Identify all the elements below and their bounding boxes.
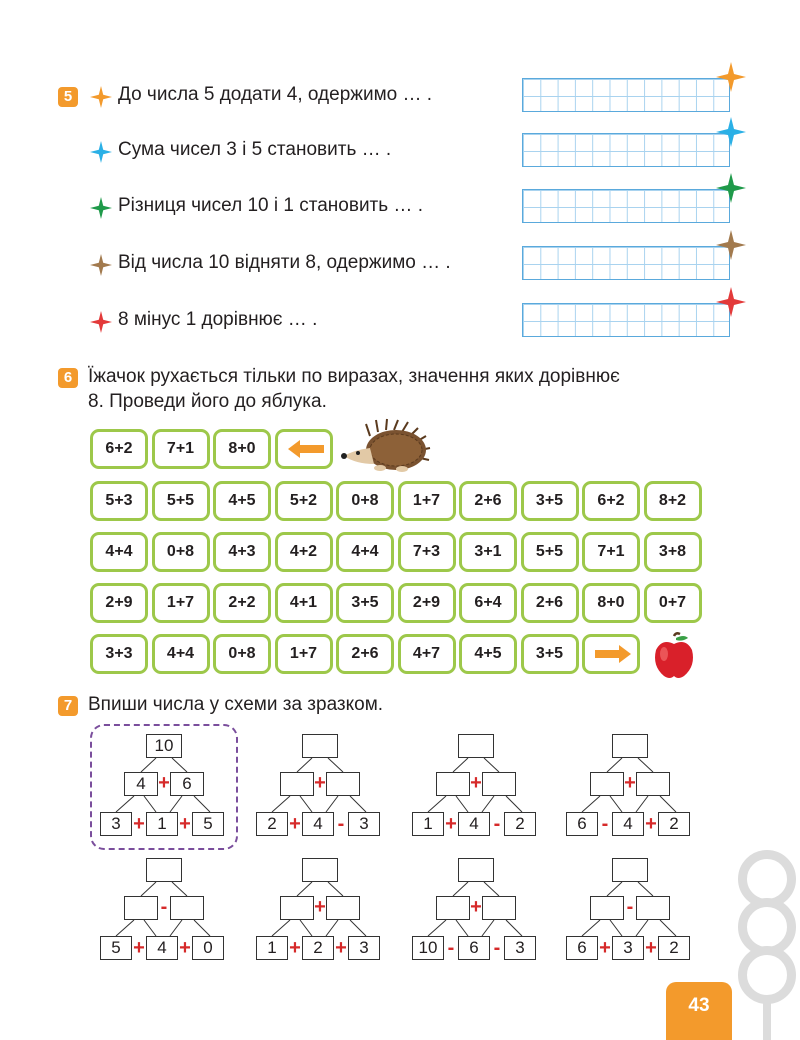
maze-cell[interactable]: 2+6 [459, 481, 517, 521]
maze-cell[interactable]: 4+2 [275, 532, 333, 572]
maze-cell[interactable]: 8+0 [582, 583, 640, 623]
maze-cell[interactable]: 5+3 [90, 481, 148, 521]
scheme-operator: + [624, 772, 636, 794]
answer-grid[interactable] [522, 246, 730, 280]
star-icon [716, 62, 746, 92]
maze-cell[interactable]: 1+7 [152, 583, 210, 623]
maze-cell[interactable]: 6+2 [90, 429, 148, 469]
scheme-top-box[interactable] [612, 858, 648, 882]
scheme-operator: - [626, 896, 634, 918]
scheme-bottom-box[interactable]: 5 [192, 812, 224, 836]
scheme-bottom-box[interactable]: 1 [146, 812, 178, 836]
scheme-mid-box[interactable] [280, 772, 314, 796]
star-icon [716, 117, 746, 147]
maze-cell[interactable]: 2+2 [213, 583, 271, 623]
star-icon [90, 86, 112, 108]
margin-bar [763, 1000, 771, 1040]
scheme-mid-box[interactable] [280, 896, 314, 920]
scheme-mid-box[interactable]: 4 [124, 772, 158, 796]
scheme-bottom-box[interactable]: 3 [348, 936, 380, 960]
scheme-bottom-box[interactable]: 2 [504, 812, 536, 836]
scheme-mid-box[interactable] [482, 896, 516, 920]
scheme-top-box[interactable] [146, 858, 182, 882]
scheme-mid-box[interactable]: 6 [170, 772, 204, 796]
scheme-mid-box[interactable] [636, 772, 670, 796]
scheme-bottom-box[interactable]: 2 [302, 936, 334, 960]
task-6-text-line2: 8. Проведи його до яблука. [88, 391, 327, 412]
maze-cell[interactable]: 2+9 [398, 583, 456, 623]
scheme-operator: - [493, 813, 501, 835]
task-5-number: 5 [58, 87, 78, 107]
scheme-operator: + [314, 896, 326, 918]
task-5-item: Від числа 10 відняти 8, одержимо … . [118, 252, 451, 273]
scheme-bottom-box[interactable]: 3 [348, 812, 380, 836]
maze-cell[interactable]: 6+2 [582, 481, 640, 521]
page-number: 43 [666, 982, 732, 1040]
scheme-top-box[interactable] [458, 858, 494, 882]
scheme-operator: + [445, 813, 457, 835]
hedgehog-icon [340, 418, 432, 474]
maze-cell[interactable]: 3+1 [459, 532, 517, 572]
maze-cell[interactable]: 1+7 [398, 481, 456, 521]
answer-grid[interactable] [522, 78, 730, 112]
task-5-item: До числа 5 додати 4, одержимо … . [118, 84, 433, 105]
scheme-mid-box[interactable] [636, 896, 670, 920]
maze-cell[interactable]: 3+5 [521, 634, 579, 674]
scheme-mid-box[interactable] [326, 772, 360, 796]
scheme-operator: + [599, 937, 611, 959]
scheme-operator: + [470, 772, 482, 794]
maze-cell[interactable]: 4+3 [213, 532, 271, 572]
star-icon [90, 254, 112, 276]
scheme-bottom-box[interactable]: 1 [412, 812, 444, 836]
scheme-top-box[interactable]: 10 [146, 734, 182, 758]
maze-cell[interactable]: 4+5 [459, 634, 517, 674]
maze-cell[interactable]: 5+5 [152, 481, 210, 521]
scheme-bottom-box[interactable]: 10 [412, 936, 444, 960]
scheme-top-box[interactable] [612, 734, 648, 758]
scheme-mid-box[interactable] [124, 896, 158, 920]
scheme-bottom-box[interactable]: 1 [256, 936, 288, 960]
star-icon [716, 287, 746, 317]
scheme-mid-box[interactable] [482, 772, 516, 796]
answer-grid[interactable] [522, 189, 730, 223]
scheme-bottom-box[interactable]: 3 [504, 936, 536, 960]
maze-cell[interactable]: 0+8 [213, 634, 271, 674]
scheme-mid-box[interactable] [590, 896, 624, 920]
maze-cell[interactable]: 5+5 [521, 532, 579, 572]
maze-cell[interactable]: 7+1 [152, 429, 210, 469]
scheme-bottom-box[interactable]: 0 [192, 936, 224, 960]
arrow-icon [595, 645, 631, 663]
star-icon [90, 197, 112, 219]
ring-icon [738, 946, 796, 1004]
answer-grid[interactable] [522, 133, 730, 167]
task-5-item: Сума чисел 3 і 5 становить … . [118, 139, 392, 160]
scheme-top-box[interactable] [458, 734, 494, 758]
scheme-bottom-box[interactable]: 2 [256, 812, 288, 836]
arrow-icon [288, 440, 324, 458]
scheme-operator: + [470, 896, 482, 918]
scheme-operator: - [601, 813, 609, 835]
scheme-operator: + [645, 937, 657, 959]
scheme-mid-box[interactable] [170, 896, 204, 920]
scheme-operator: - [447, 937, 455, 959]
maze-cell[interactable]: 8+0 [213, 429, 271, 469]
scheme-top-box[interactable] [302, 858, 338, 882]
maze-cell[interactable]: 4+7 [398, 634, 456, 674]
apple-icon [650, 632, 698, 680]
scheme-bottom-box[interactable]: 5 [100, 936, 132, 960]
scheme-operator: + [158, 772, 170, 794]
scheme-mid-box[interactable] [590, 772, 624, 796]
maze-end-arrow [582, 634, 640, 674]
maze-cell[interactable]: 1+7 [275, 634, 333, 674]
task-5-item: Різниця чисел 10 і 1 становить … . [118, 195, 423, 216]
maze-cell[interactable]: 0+7 [644, 583, 702, 623]
maze-cell[interactable]: 7+3 [398, 532, 456, 572]
star-icon [90, 311, 112, 333]
scheme-bottom-box[interactable]: 6 [566, 812, 598, 836]
scheme-operator: + [314, 772, 326, 794]
maze-cell[interactable]: 4+4 [336, 532, 394, 572]
answer-grid[interactable] [522, 303, 730, 337]
scheme-bottom-box[interactable]: 4 [612, 812, 644, 836]
task-6-text-line1: Їжачок рухається тільки по виразах, значення яких дорівнює [88, 366, 620, 387]
scheme-operator: + [133, 937, 145, 959]
scheme-mid-box[interactable] [436, 896, 470, 920]
scheme-mid-box[interactable] [436, 772, 470, 796]
maze-cell[interactable]: 4+1 [275, 583, 333, 623]
task-7-text: Впиши числа у схеми за зразком. [88, 694, 384, 715]
maze-cell[interactable]: 3+5 [336, 583, 394, 623]
scheme-bottom-box[interactable]: 3 [612, 936, 644, 960]
star-icon [90, 141, 112, 163]
scheme-bottom-box[interactable]: 4 [146, 936, 178, 960]
maze-cell[interactable]: 4+4 [152, 634, 210, 674]
scheme-operator: - [337, 813, 345, 835]
maze-cell[interactable]: 0+8 [152, 532, 210, 572]
scheme-bottom-box[interactable]: 6 [458, 936, 490, 960]
maze-cell[interactable]: 7+1 [582, 532, 640, 572]
maze-cell[interactable]: 4+4 [90, 532, 148, 572]
scheme-bottom-box[interactable]: 6 [566, 936, 598, 960]
scheme-top-box[interactable] [302, 734, 338, 758]
scheme-operator: + [289, 813, 301, 835]
scheme-operator: + [289, 937, 301, 959]
task-6-number: 6 [58, 368, 78, 388]
scheme-operator: + [179, 813, 191, 835]
scheme-mid-box[interactable] [326, 896, 360, 920]
maze-cell[interactable]: 4+5 [213, 481, 271, 521]
scheme-operator: + [179, 937, 191, 959]
maze-cell[interactable]: 5+2 [275, 481, 333, 521]
task-7-number: 7 [58, 696, 78, 716]
maze-cell[interactable]: 2+6 [521, 583, 579, 623]
scheme-operator: - [160, 896, 168, 918]
scheme-operator: + [645, 813, 657, 835]
task-5-item: 8 мінус 1 дорівнює … . [118, 309, 318, 330]
scheme-bottom-box[interactable]: 2 [658, 936, 690, 960]
star-icon [716, 230, 746, 260]
maze-cell[interactable]: 8+2 [644, 481, 702, 521]
scheme-bottom-box[interactable]: 3 [100, 812, 132, 836]
scheme-operator: + [133, 813, 145, 835]
scheme-operator: + [335, 937, 347, 959]
scheme-bottom-box[interactable]: 4 [302, 812, 334, 836]
maze-cell[interactable]: 2+9 [90, 583, 148, 623]
scheme-operator: - [493, 937, 501, 959]
maze-cell[interactable]: 3+3 [90, 634, 148, 674]
maze-start-arrow [275, 429, 333, 469]
scheme-bottom-box[interactable]: 4 [458, 812, 490, 836]
maze-cell[interactable]: 6+4 [459, 583, 517, 623]
scheme-bottom-box[interactable]: 2 [658, 812, 690, 836]
maze-cell[interactable]: 3+8 [644, 532, 702, 572]
maze-cell[interactable]: 2+6 [336, 634, 394, 674]
star-icon [716, 173, 746, 203]
maze-cell[interactable]: 0+8 [336, 481, 394, 521]
maze-cell[interactable]: 3+5 [521, 481, 579, 521]
